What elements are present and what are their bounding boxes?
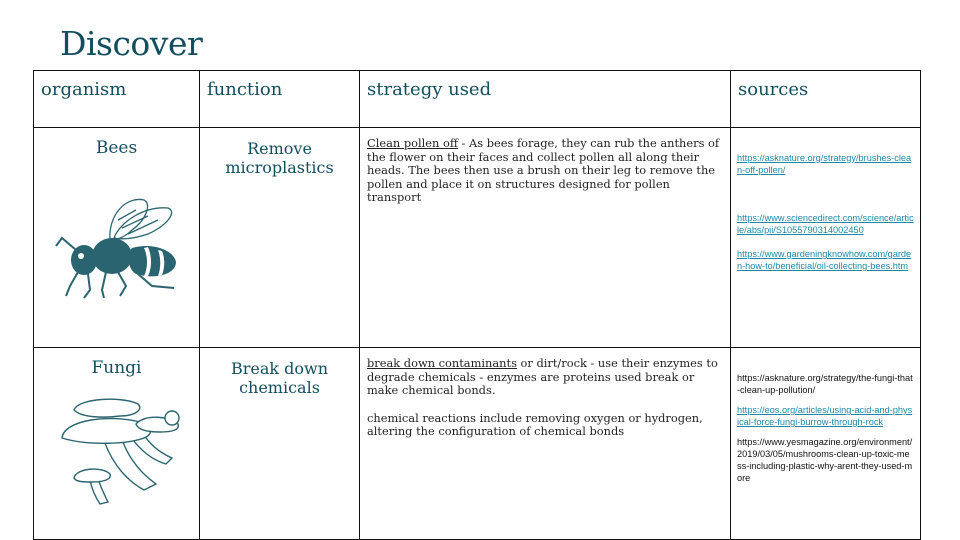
organism-cell <box>34 348 200 540</box>
strategy-cell <box>360 348 731 540</box>
function-cell <box>200 348 360 540</box>
table-row-bees <box>34 128 921 348</box>
function-cell <box>200 128 360 348</box>
bee-illustration-icon <box>48 190 188 300</box>
sources-cell <box>731 348 921 540</box>
column-header-organism: organism <box>34 71 200 128</box>
organism-cell <box>34 128 200 348</box>
mushroom-illustration-icon <box>48 390 188 510</box>
discover-table <box>33 70 921 540</box>
header-row <box>34 71 921 128</box>
source-link[interactable]: https://eos.org/articles/using-acid-and-physical-force-fungi-burrow-through-rock <box>737 405 913 427</box>
organism-name: Bees <box>95 138 138 158</box>
column-header-sources: sources <box>731 71 921 128</box>
strategy-paragraph <box>367 412 722 439</box>
source-link[interactable]: https://www.sciencedirect.com/science/article/abs/pii/S1055790314002450 <box>737 213 914 235</box>
source-link[interactable]: https://www.yesmagazine.org/environment/2019/03/05/mushrooms-clean-up-toxic-mess-including-plastic-why-arent-they-used-more <box>737 437 913 483</box>
strategy-text: chemical reactions include removing oxygen or hydrogen, altering the configuration of chemical bonds <box>367 410 703 439</box>
source-link[interactable]: https://www.gardeningknowhow.com/garden-how-to/beneficial/oil-collecting-bees.htm <box>737 249 912 271</box>
function-text: Break down chemicals <box>230 359 329 397</box>
function-text: Remove microplastics <box>225 139 334 177</box>
strategy-paragraph <box>367 357 722 398</box>
page-title: Discover <box>60 24 203 63</box>
strategy-text: - As bees forage, they can rub the anthers of the flower on their faces and collect pollen all along their heads. The bees then use a brush on their leg to remove the pollen and place it on structures designed for pollen transport <box>367 136 720 205</box>
organism-name: Fungi <box>91 358 142 378</box>
strategy-cell <box>360 128 731 348</box>
strategy-link[interactable]: break down contaminants <box>367 356 517 370</box>
source-link[interactable]: https://asknature.org/strategy/brushes-clean-off-pollen/ <box>737 153 912 175</box>
table-row-fungi <box>34 348 921 540</box>
sources-cell <box>731 128 921 348</box>
strategy-link[interactable]: Clean pollen off <box>367 136 458 150</box>
column-header-function: function <box>200 71 360 128</box>
source-link[interactable]: https://asknature.org/strategy/the-fungi-that-clean-up-pollution/ <box>737 373 913 395</box>
strategy-paragraph <box>367 137 722 205</box>
column-header-strategy: strategy used <box>360 71 731 128</box>
strategy-text: or dirt/rock - use their enzymes to degrade chemicals - enzymes are proteins used break or make chemical bonds. <box>367 356 718 398</box>
